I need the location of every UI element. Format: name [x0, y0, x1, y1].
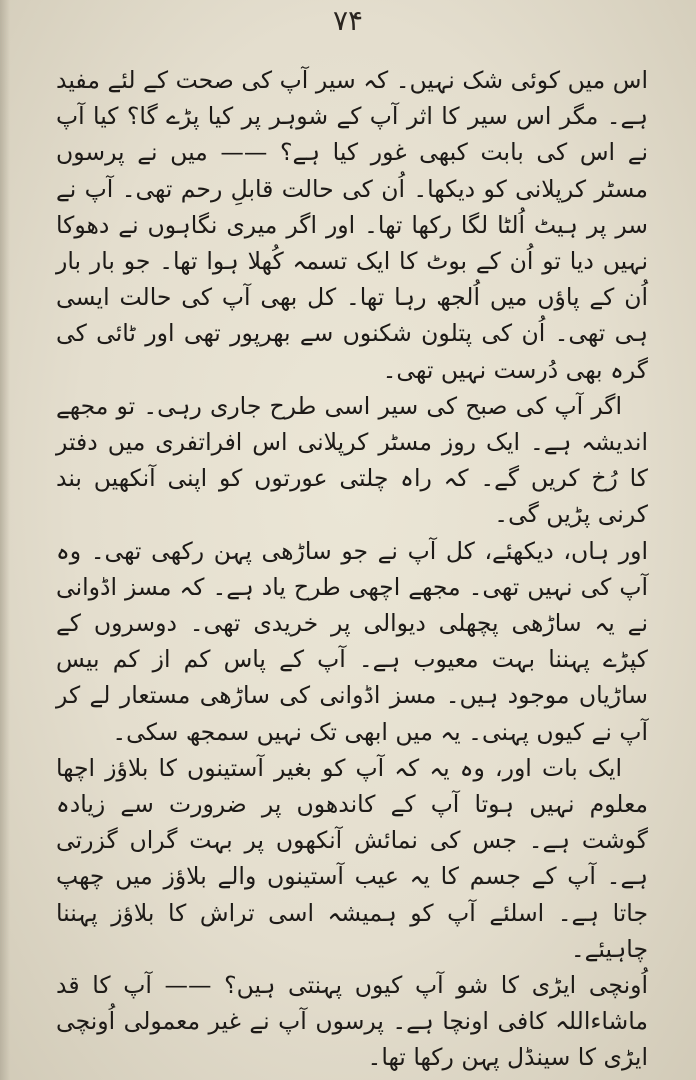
paragraph-3: اور ہاں، دیکھئے، کل آپ نے جو ساڑھی پہن رکھی تھی۔ وہ آپ کی نہیں تھی۔ مجھے اچھی طرح یاد ہے۔ کہ مسز اڈوانی نے یہ ساڑھی پچھلی دیوالی پر خریدی تھی۔ دوسروں کے کپڑے پہننا بہت معیوب ہے۔ آپ کے پاس کم از کم بیس ساڑیاں موجود ہیں۔ مسز اڈوانی کی ساڑھی مستعار لے کر آپ نے کیوں پہنی۔ یہ میں ابھی تک نہیں سمجھ سکی۔ [56, 536, 648, 746]
paragraph-2: اگر آپ کی صبح کی سیر اسی طرح جاری رہی۔ تو مجھے اندیشہ ہے۔ ایک روز مسٹر کرپلانی اس افراتفری میں دفتر کا رُخ کریں گے۔ کہ راہ چلتی عورتوں کو اپنی آنکھیں بند کرنی پڑیں گی۔ [56, 391, 648, 529]
body-text [56, 62, 648, 1076]
paragraph-4: ایک بات اور، وہ یہ کہ آپ کو بغیر آستینوں کا بلاؤز اچھا معلوم نہیں ہوتا آپ کے کاندھوں پر ضرورت سے زیادہ گوشت ہے۔ جس کی نمائش آنکھوں پر بہت گراں گزرتی ہے۔ آپ کے جسم کا یہ عیب آستینوں والے بلاؤز میں چھپ جاتا ہے۔ اسلئے آپ کو ہمیشہ اسی تراش کا بلاؤز پہننا چاہیئے۔ [56, 753, 648, 963]
paragraph-5: اُونچی ایڑی کا شو آپ کیوں پہنتی ہیں؟ —— آپ کا قد ماشاءاللہ کافی اونچا ہے۔ پرسوں آپ نے غیر معمولی اُونچی ایڑی کا سینڈل پہن رکھا تھا۔ [56, 971, 648, 1072]
page-shadow-edge [0, 0, 10, 1080]
paragraph-1: اس میں کوئی شک نہیں۔ کہ سیر آپ کی صحت کے لئے مفید ہے۔ مگر اس سیر کا اثر آپ کے شوہر پر کیا پڑے گا؟ کیا آپ نے اس کی بابت کبھی غور کیا ہے؟ —— میں نے پرسوں مسٹر کرپلانی کو دیکھا۔ اُن کی حالت قابلِ رحم تھی۔ آپ نے سر پر ہیٹ اُلٹا لگا رکھا تھا۔ اور اگر میری نگاہوں نے دھوکا نہیں دیا تو اُن کے بوٹ کا ایک تسمہ کُھلا ہوا تھا۔ جو بار بار اُن کے پاؤں میں اُلجھ رہا تھا۔ کل بھی آپ کی حالت ایسی ہی تھی۔ اُن کی پتلون شکنوں سے بھرپور تھی اور ٹائی کی گرہ بھی دُرست نہیں تھی۔ [56, 66, 648, 384]
page-number: ۷۴ [332, 4, 364, 37]
